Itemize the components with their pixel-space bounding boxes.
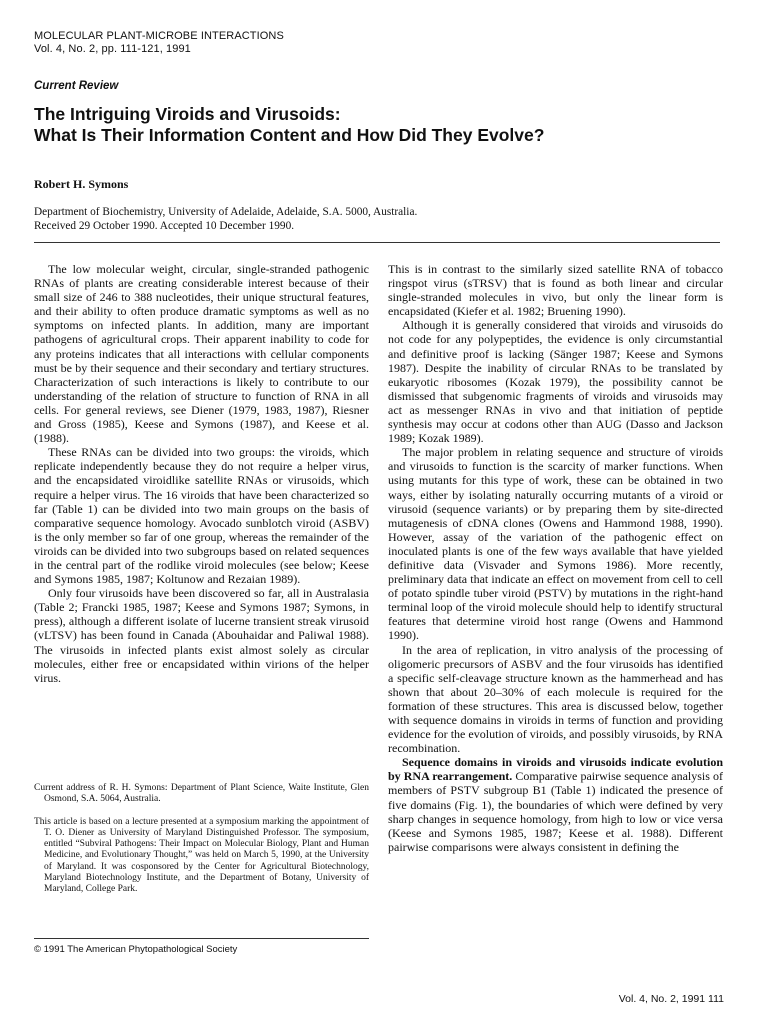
copyright-notice: © 1991 The American Phytopathological Society <box>34 944 238 955</box>
body-paragraph: The low molecular weight, circular, single-stranded pathogenic RNAs of plants are creating considerable interest because of their small size of 246 to 388 nucleotides, their unique structural features, and their ability to often produce dramatic symptoms as well as no symptoms on infected plants. In addition, many are important pathogens of agricultural crops. Their apparent inability to code for any proteins indicates that all interactions with cellular components must be by their sequence and their secondary and tertiary structures. Characterization of such interactions is likely to contribute to our understanding of the relation of structure to function of RNA in all cells. For general reviews, see Diener (1979, 1983, 1987), Riesner and Gross (1985), Keese and Symons (1987), and Keese et al. (1988). <box>34 262 369 446</box>
body-column-left <box>34 262 369 685</box>
article-title <box>34 104 544 146</box>
body-paragraph: Only four virusoids have been discovered so far, all in Australasia (Table 2; Francki 1985, 1987; Keese and Symons 1987; Symons, in press), although a different isolate of lucerne transient streak virusoid (vLTSV) has been found in Canada (Abouhaidar and Paliwal 1988). The virusoids in infected plants exist almost solely as circular molecules, either free or encapsidated within virions of the helper virus. <box>34 586 369 685</box>
affiliation-block <box>34 206 417 233</box>
body-paragraph: These RNAs can be divided into two groups: the viroids, which replicate independently because they do not require a helper virus, and the encapsidated viroidlike satellite RNAs or virusoids, which require a helper virus. The 16 viroids that have been characterized so far (Table 1) can be divided into two main groups on the basis of comparative sequence homology. Avocado sunblotch viroid (ASBV) is the only member so far of one group, whereas the remainder of the viroids can be divided into two subgroups based on related sequences in the central part of the rodlike viroid molecules (see below; Keese and Symons 1985, 1987; Koltunow and Rezaian 1989). <box>34 445 369 587</box>
body-paragraph-runin <box>388 755 723 854</box>
page-folio: Vol. 4, No. 2, 1991 111 <box>618 993 724 1005</box>
footnote-address: Current address of R. H. Symons: Department of Plant Science, Waite Institute, Glen Osmond, S.A. 5064, Australia. <box>34 783 369 805</box>
journal-volume: Vol. 4, No. 2, pp. 111-121, 1991 <box>34 42 191 55</box>
body-paragraph: Although it is generally considered that viroids and virusoids do not code for any polypeptides, the evidence is only circumstantial and definitive proof is lacking (Sänger 1987; Keese and Symons 1987). Despite the inability of circular RNAs to be translated by eukaryotic ribosomes (Kozak 1979), the possibility cannot be dismissed that subgenomic fragments of viroids and virusoids may act as messenger RNAs in vivo and that initiation of peptide synthesis may occur at codons other than AUG (Dasso and Jackson 1989; Kozak 1989). <box>388 318 723 446</box>
copyright-divider <box>34 938 369 939</box>
journal-header <box>34 30 284 55</box>
header-divider <box>34 242 720 243</box>
copyright-block <box>34 938 369 955</box>
author-name: Robert H. Symons <box>34 177 129 191</box>
affiliation: Department of Biochemistry, University of Adelaide, Adelaide, S.A. 5000, Australia. <box>34 206 418 218</box>
title-line-2: What Is Their Information Content and How Did They Evolve? <box>34 125 545 145</box>
footnotes <box>34 783 369 907</box>
journal-name: MOLECULAR PLANT-MICROBE INTERACTIONS <box>34 30 284 42</box>
received-dates: Received 29 October 1990. Accepted 10 December 1990. <box>34 219 295 232</box>
runin-heading: Sequence domains in viroids and virusoids indicate evolution by RNA rearrangement. <box>388 755 723 784</box>
runin-text: Comparative pairwise sequence analysis of members of PSTV subgroup B1 (Table 1) indicated the presence of five domains (Fig. 1), the boundaries of which were defined by very sharp changes in sequence homology, from high to low or vice versa (Keese and Symons 1985, 1987; Keese et al. 1988). Different pairwise comparisons were always consistent in defining the <box>388 769 724 854</box>
section-label: Current Review <box>34 80 119 92</box>
title-line-1: The Intriguing Viroids and Virusoids: <box>34 104 341 124</box>
body-paragraph: The major problem in relating sequence and structure of viroids and virusoids to function is the scarcity of marker functions. When using mutants for this type of work, these can be obtained in two ways, either by isolating naturally occurring mutants of a viroid or virusoid (sequence variants) or by preparing them by site-directed mutagenesis of cDNA clones (Owens and Hammond 1988, 1990). However, assay of the variation of the pathogenic effect on inoculated plants is one of the few ways available that have yielded definitive data (Visvader and Symons 1986). More recently, preliminary data that indicate an effect on movement from cell to cell of potato spindle tuber viroid (PSTV) by mutations in the right-hand terminal loop of the viroid molecule should help to identify structural features that determine viroid host range (Owens and Hammond 1990). <box>388 445 723 643</box>
body-paragraph: This is in contrast to the similarly sized satellite RNA of tobacco ringspot virus (sTRSV) that is found as both linear and circular single-stranded molecules in vivo, but only the linear form is encapsidated (Kiefer et al. 1982; Bruening 1990). <box>388 262 723 319</box>
body-column-right <box>388 262 723 854</box>
body-paragraph: In the area of replication, in vitro analysis of the processing of oligomeric precursors of ASBV and the four virusoids has identified a specific self-cleavage structure known as the hammerhead and has shown that about 20–30% of each molecule is required for the formation of these structures. This area is discussed below, together with sequence domains in viroids in terms of function and providing evidence for the evolution of viroids, and possibly virusoids, by RNA recombination. <box>388 642 723 756</box>
footnote-symposium: This article is based on a lecture presented at a symposium marking the appointment of T. O. Diener as University of Maryland Distinguished Professor. The symposium, entitled “Subviral Pathogens: Their Impact on Molecular Biology, Plant and Human Medicine, and Evolutionary Thought,” was held on March 5, 1990, at the University of Maryland. It was cosponsored by the Center for Agricultural Biotechnology, Maryland Biotechnology Institute, and the Department of Botany, University of Maryland, College Park. <box>34 816 369 895</box>
